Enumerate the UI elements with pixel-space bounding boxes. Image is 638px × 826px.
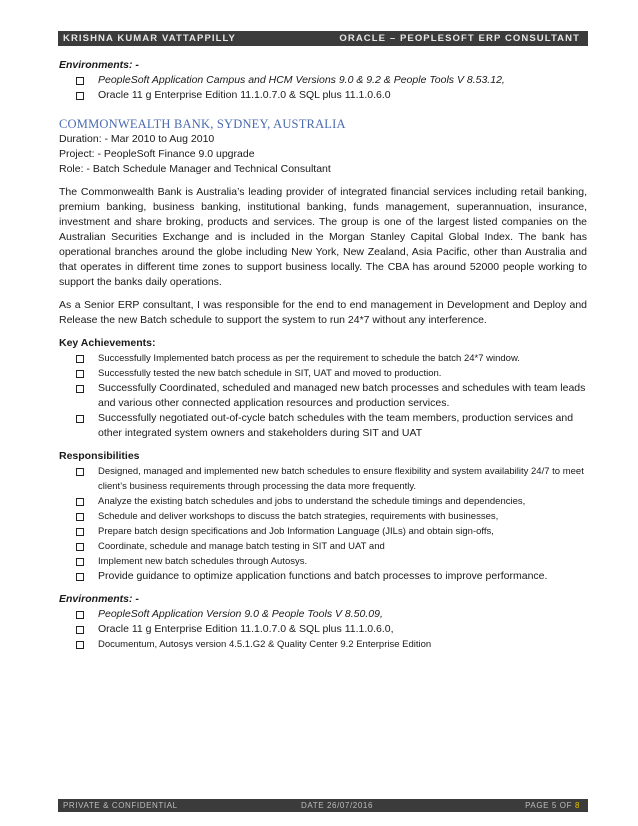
checkbox-bullet-icon: [76, 573, 84, 581]
list-item: Schedule and deliver workshops to discuss the batch strategies, requirements with businesses,: [59, 509, 587, 524]
page-header: [58, 31, 588, 46]
job-role: Role: - Batch Schedule Manager and Technical Consultant: [59, 163, 331, 175]
checkbox-bullet-icon: [76, 641, 84, 649]
list-item: Prepare batch design specifications and Job Information Language (JILs) and obtain sign-offs,: [59, 524, 587, 539]
list-item: Implement new batch schedules through Autosys.: [59, 554, 587, 569]
list-item: Analyze the existing batch schedules and jobs to understand the schedule timings and dependencies,: [59, 494, 587, 509]
checkbox-bullet-icon: [76, 611, 84, 619]
job-project: Project: - PeopleSoft Finance 9.0 upgrade: [59, 148, 255, 160]
responsibilities-heading: Responsibilities: [59, 450, 140, 462]
checkbox-bullet-icon: [76, 468, 84, 476]
checkbox-bullet-icon: [76, 543, 84, 551]
footer-page-number: PAGE 5 OF 8: [525, 801, 580, 810]
list-item: Successfully Implemented batch process as per the requirement to schedule the batch 24*7 window.: [59, 351, 587, 366]
responsibilities-list: [59, 464, 587, 584]
page-footer: [58, 799, 588, 812]
role-summary: As a Senior ERP consultant, I was responsible for the end to end management in Development and Deploy and Release the new Batch schedule to support the system to run 24*7 without any interference.: [59, 299, 587, 326]
checkbox-bullet-icon: [76, 77, 84, 85]
list-item: Coordinate, schedule and manage batch testing in SIT and UAT and: [59, 539, 587, 554]
list-item: PeopleSoft Application Campus and HCM Versions 9.0 & 9.2 & People Tools V 8.53.12,: [59, 73, 587, 88]
checkbox-bullet-icon: [76, 385, 84, 393]
checkbox-bullet-icon: [76, 626, 84, 634]
footer-date: DATE 26/07/2016: [301, 801, 374, 810]
header-title: ORACLE – PEOPLESOFT ERP CONSULTANT: [339, 33, 580, 44]
list-item: Oracle 11 g Enterprise Edition 11.1.0.7.0 & SQL plus 11.1.0.6.0,: [59, 622, 587, 637]
checkbox-bullet-icon: [76, 513, 84, 521]
resume-body: [59, 58, 587, 652]
list-item: Provide guidance to optimize application functions and batch processes to improve performance.: [59, 569, 587, 584]
checkbox-bullet-icon: [76, 498, 84, 506]
list-item: Oracle 11 g Enterprise Edition 11.1.0.7.0 & SQL plus 11.1.0.6.0: [59, 88, 587, 103]
job-duration: Duration: - Mar 2010 to Aug 2010: [59, 133, 215, 145]
list-item: Successfully tested the new batch schedule in SIT, UAT and moved to production.: [59, 366, 587, 381]
checkbox-bullet-icon: [76, 355, 84, 363]
list-item: Successfully Coordinated, scheduled and managed new batch processes and schedules with team leads and various other connected application resources and production services.: [59, 381, 587, 411]
environments-heading-2: Environments: -: [59, 593, 139, 605]
header-name: KRISHNA KUMAR VATTAPPILLY: [63, 33, 236, 44]
environments-heading: Environments: -: [59, 59, 139, 71]
list-item: Successfully negotiated out-of-cycle batch schedules with the team members, production services and other integrated system owners and stakeholders during SIT and UAT: [59, 411, 587, 441]
list-item: Documentum, Autosys version 4.5.1.G2 & Quality Center 9.2 Enterprise Edition: [59, 637, 587, 652]
environments-list: [59, 73, 587, 103]
checkbox-bullet-icon: [76, 370, 84, 378]
list-item: Designed, managed and implemented new batch schedules to ensure flexibility and system availability 24/7 to meet client’s business requirements through processing the data more frequently.: [59, 464, 587, 494]
environments-list-2: [59, 607, 587, 652]
checkbox-bullet-icon: [76, 528, 84, 536]
achievements-heading: Key Achievements:: [59, 337, 156, 349]
company-name: COMMONWEALTH BANK, SYDNEY, AUSTRALIA: [59, 117, 346, 131]
checkbox-bullet-icon: [76, 558, 84, 566]
footer-confidential: PRIVATE & CONFIDENTIAL: [63, 801, 178, 810]
list-item: PeopleSoft Application Version 9.0 & People Tools V 8.50.09,: [59, 607, 587, 622]
checkbox-bullet-icon: [76, 92, 84, 100]
achievements-list: [59, 351, 587, 441]
checkbox-bullet-icon: [76, 415, 84, 423]
company-description: The Commonwealth Bank is Australia’s leading provider of integrated financial services including retail banking, premium banking, business banking, institutional banking, funds management, superannuation, insurance, investment and share broking, products and services. The group is one of the largest listed companies on the Australian Securities Exchange and is included in the Morgan Stanley Capital Global Index. The bank has operational branches around the globe including New York, New Zealand, Asia Pacific, other than Australia and that operates in different time zones to support business locally. The CBA has around 52000 people working to support the banks daily operations.: [59, 186, 587, 288]
